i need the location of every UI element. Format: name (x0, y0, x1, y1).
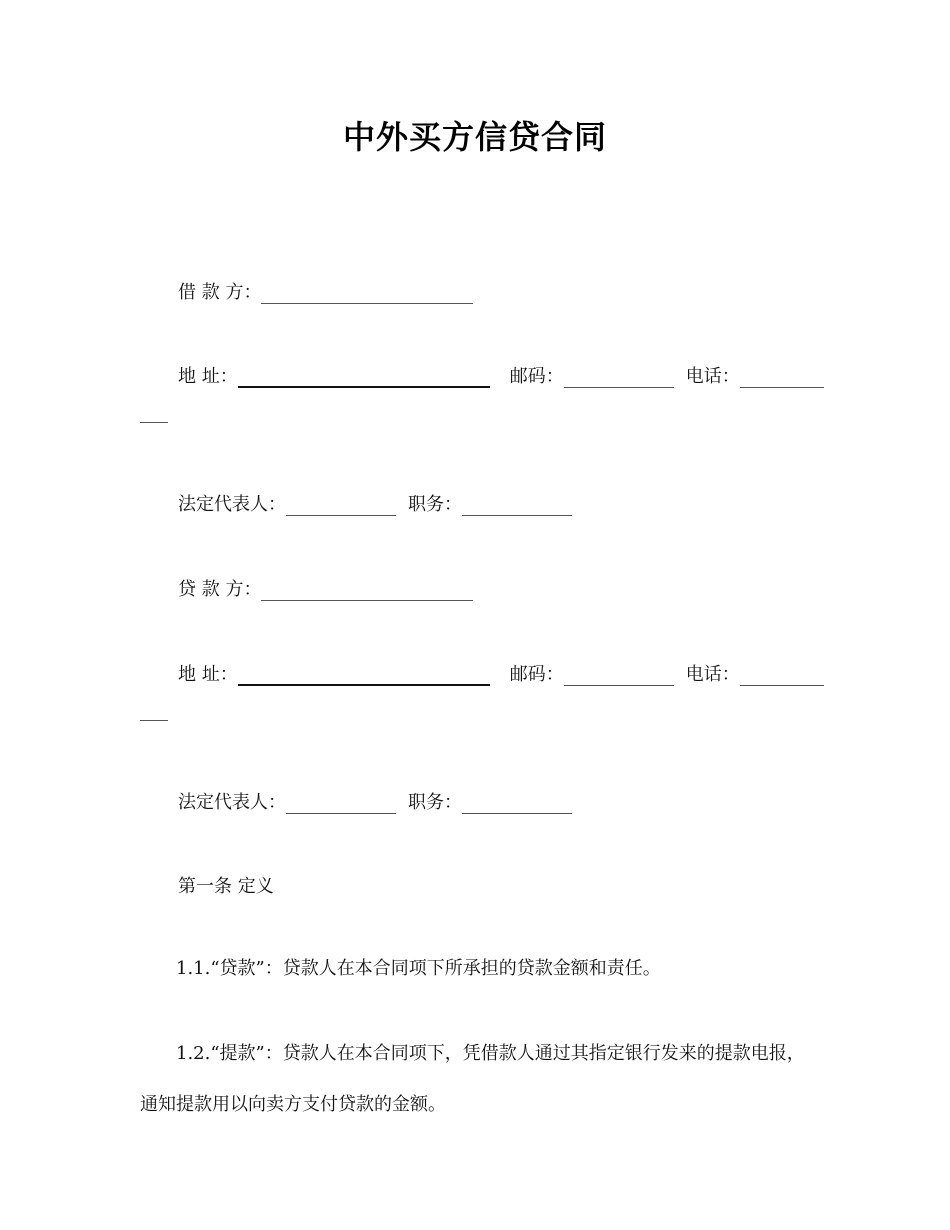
lender-rep-label: 法定代表人： (178, 792, 286, 813)
lender-postcode-blank[interactable] (564, 667, 674, 686)
borrower-label: 借 款 方： (178, 282, 262, 303)
borrower-position-blank[interactable] (462, 497, 572, 516)
borrower-name-line (178, 278, 473, 304)
lender-name-line (178, 575, 473, 601)
borrower-address-line (178, 362, 824, 388)
borrower-phone-label: 电话： (685, 366, 740, 387)
article-1-heading: 第一条 定义 (178, 876, 274, 897)
clause-1-2: 1.2.“提款”：贷款人在本合同项下，凭借款人通过其指定银行发来的提款电报，通知提款用以向卖方支付贷款的金额。 (140, 1043, 805, 1115)
lender-position-label: 职务： (408, 792, 462, 813)
borrower-phone-blank-wrap (140, 422, 168, 423)
borrower-name-blank[interactable] (261, 285, 473, 304)
borrower-postcode-label: 邮码： (509, 366, 564, 387)
borrower-postcode-blank[interactable] (564, 369, 674, 388)
lender-phone-blank-wrap (140, 720, 168, 721)
lender-phone-blank[interactable] (740, 667, 824, 686)
lender-rep-line (178, 788, 572, 814)
borrower-rep-label: 法定代表人： (178, 494, 286, 515)
lender-phone-label: 电话： (685, 664, 740, 685)
borrower-address-label: 地 址： (178, 366, 238, 387)
lender-address-blank[interactable] (238, 666, 490, 686)
lender-position-blank[interactable] (462, 795, 572, 814)
lender-label: 贷 款 方： (178, 579, 262, 600)
lender-rep-blank[interactable] (286, 795, 396, 814)
lender-address-line (178, 660, 824, 686)
lender-postcode-label: 邮码： (509, 664, 564, 685)
borrower-position-label: 职务： (408, 494, 462, 515)
clause-1-1: 1.1.“贷款”：贷款人在本合同项下所承担的贷款金额和责任。 (176, 958, 661, 979)
borrower-rep-line (178, 490, 572, 516)
document-title: 中外买方信贷合同 (342, 118, 607, 156)
borrower-rep-blank[interactable] (286, 497, 396, 516)
borrower-phone-blank[interactable] (740, 369, 824, 388)
lender-name-blank[interactable] (261, 582, 473, 601)
article-heading-line (178, 872, 274, 898)
lender-address-label: 地 址： (178, 664, 238, 685)
borrower-address-blank[interactable] (238, 368, 490, 388)
